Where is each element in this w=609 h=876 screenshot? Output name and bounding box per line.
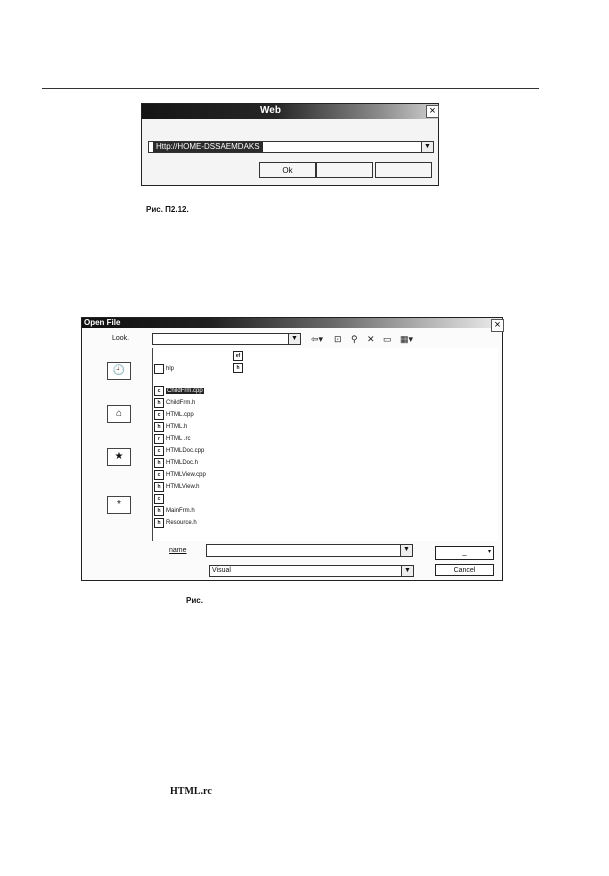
open-button[interactable] (435, 546, 494, 560)
file-name-combo[interactable] (206, 544, 413, 557)
chevron-down-icon[interactable]: ▼ (401, 566, 413, 576)
folder-icon (154, 364, 164, 374)
file-name: HTMLDoc.h (166, 460, 199, 466)
web-titlebar (142, 104, 438, 119)
open-file-title: Open File (84, 318, 121, 327)
cpp-file-icon: c (154, 470, 164, 480)
file-name: ChildFrm.h (166, 400, 196, 406)
file-item-htmlview-h[interactable] (154, 482, 199, 492)
file-item-right-2[interactable] (233, 363, 245, 373)
rc-file-icon: r (154, 434, 164, 444)
delete-icon[interactable]: ✕ (367, 334, 375, 344)
file-name: HTML .rc (166, 436, 191, 442)
cpp-file-icon: c (154, 386, 164, 396)
h-file-icon: h (154, 458, 164, 468)
file-list[interactable] (152, 348, 498, 541)
chevron-down-icon[interactable]: ▾ (487, 549, 491, 555)
open-button-label: _ (462, 547, 467, 556)
ok-button-label: Ok (282, 166, 293, 175)
file-name: Resource.h (166, 520, 197, 526)
file-type-value: Visual (212, 567, 231, 574)
file-item-resource-h[interactable] (154, 518, 197, 528)
web-dialog-title: Web (260, 105, 281, 116)
file-item-html-h[interactable] (154, 422, 187, 432)
chevron-down-icon[interactable]: ▼ (400, 545, 412, 556)
chevron-down-icon[interactable]: ▼ (288, 334, 300, 344)
file-item-hlp[interactable] (154, 364, 174, 374)
h-file-icon: h (233, 363, 243, 373)
views-icon[interactable]: ▦▾ (400, 334, 414, 344)
file-item-htmlview-cpp[interactable] (154, 470, 206, 480)
open-file-close-icon[interactable]: × (491, 319, 504, 332)
web-close-icon[interactable]: × (426, 105, 439, 118)
history-icon[interactable]: 🕘 (107, 362, 131, 380)
page-rule (42, 88, 539, 89)
file-item-mainfrm-h[interactable] (154, 506, 195, 516)
back-arrow-icon[interactable]: ⇦▾ (311, 334, 324, 344)
file-item-html-cpp[interactable] (154, 410, 194, 420)
web-folder-icon[interactable]: * (107, 496, 131, 514)
second-button[interactable] (316, 162, 373, 178)
file-item-childfrm-h[interactable] (154, 398, 195, 408)
file-name: HTMLDoc.cpp (166, 448, 205, 454)
places-bar (90, 348, 152, 564)
file-item-htmldoc-h[interactable] (154, 458, 198, 468)
file-name-label: name (169, 547, 187, 554)
web-url-combo[interactable] (148, 141, 434, 153)
file-item-html-rc[interactable] (154, 434, 190, 444)
file-name: HTML.cpp (166, 412, 194, 418)
h-file-icon: h (154, 398, 164, 408)
open-file-titlebar (82, 318, 502, 328)
open-file-dialog (81, 317, 503, 581)
file-item-htmldoc-cpp[interactable] (154, 446, 204, 456)
footer-text: HTML.rc (170, 786, 212, 797)
file-name: HTMLView.cpp (166, 472, 206, 478)
file-name: HTMLView.h (166, 484, 200, 490)
h-file-icon: h (154, 482, 164, 492)
file-item-childfrm-cpp[interactable] (154, 386, 204, 396)
file-name: MainFrm.h (166, 508, 195, 514)
web-dialog (141, 103, 439, 186)
cpp-file-icon: c (154, 446, 164, 456)
ok-button[interactable] (259, 162, 316, 178)
file-item-unnamed[interactable] (154, 494, 166, 504)
new-folder-icon[interactable]: ▭ (383, 334, 392, 344)
chevron-down-icon[interactable]: ▼ (421, 142, 433, 152)
h-file-icon: h (154, 518, 164, 528)
web-url-value: Http://HOME-DSSAEMDAKS (153, 142, 263, 152)
file-name: hlp (166, 366, 175, 372)
cpp-file-icon: c (154, 410, 164, 420)
look-in-combo[interactable] (152, 333, 301, 345)
file-name: HTML.h (166, 424, 188, 430)
h-file-icon: h (154, 422, 164, 432)
cancel-button[interactable]: Cancel (435, 564, 494, 576)
up-folder-icon[interactable]: ⊡ (334, 334, 342, 344)
desktop-icon[interactable]: ⌂ (107, 405, 131, 423)
third-button[interactable] (375, 162, 432, 178)
figure-caption-2: Рис. (186, 596, 203, 605)
file-name: ChildFrm.cpp (167, 388, 203, 394)
h-file-icon: h (154, 506, 164, 516)
figure-caption-1: Рис. П2.12. (146, 205, 189, 214)
search-web-icon[interactable]: ⚲ (351, 334, 358, 344)
rc-file-icon: ef (233, 351, 243, 361)
file-item-right-1[interactable] (233, 351, 245, 361)
file-type-combo[interactable] (209, 565, 414, 577)
cpp-file-icon: c (154, 494, 164, 504)
favorites-icon[interactable]: ★ (107, 448, 131, 466)
look-in-label: Look. (112, 335, 130, 342)
